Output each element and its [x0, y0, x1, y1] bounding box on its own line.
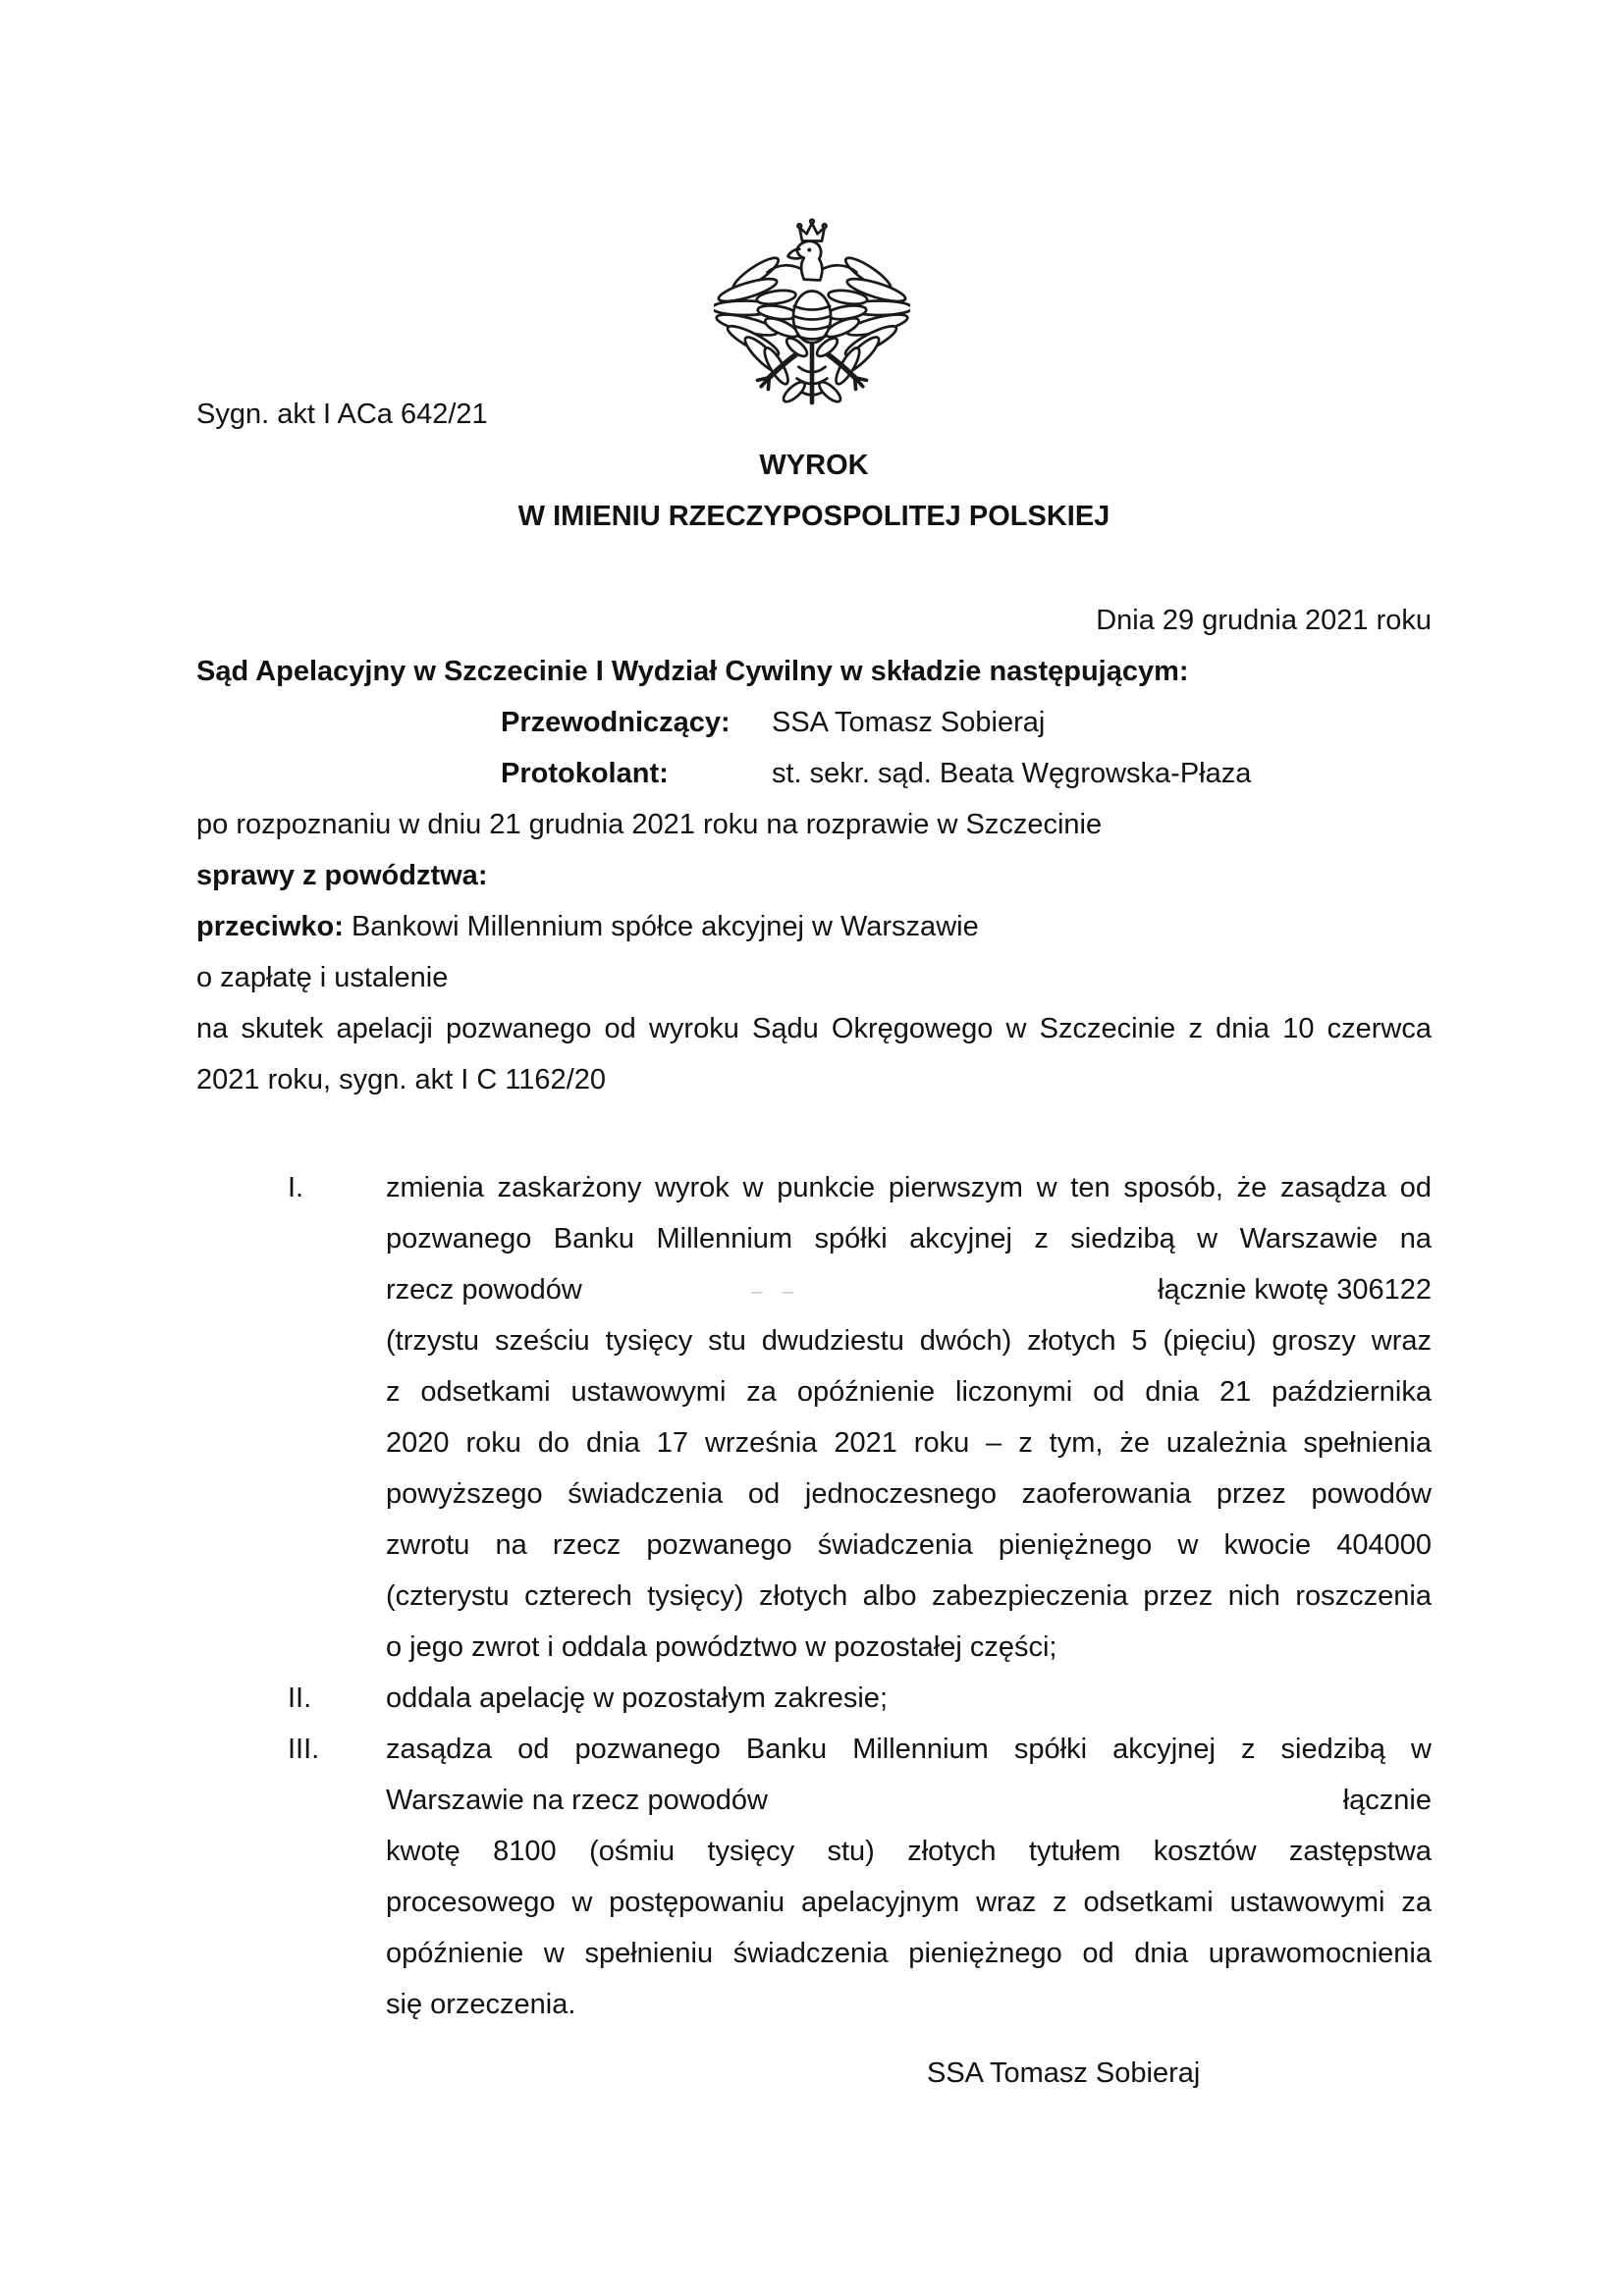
ruling-line: zmienia zaskarżony wyrok w punkcie pierwszym w ten sposób, że zasądza od [386, 1172, 1432, 1203]
presiding-label: Przewodniczący: [501, 707, 731, 738]
ruling-item-2 [196, 1673, 1432, 1724]
ruling-line-left: rzecz powodów [386, 1274, 582, 1306]
claim-origin-label: sprawy z powództwa: [196, 860, 488, 891]
case-subject: o zapłatę i ustalenie [196, 962, 449, 993]
ruling-line-right: łącznie kwotę 306122 [1158, 1274, 1432, 1306]
presiding-judge: SSA Tomasz Sobieraj [772, 707, 1046, 738]
presiding-row [196, 697, 1432, 748]
appeal-line-1: na skutek apelacji pozwanego od wyroku Sądu Okręgowego w Szczecinie z dnia 10 czerwca [196, 1013, 1432, 1044]
ruling-line: o jego zwrot i oddala powództwo w pozostałej części; [386, 1631, 1057, 1663]
item-1-number: I. [288, 1172, 304, 1203]
ruling-item-3 [196, 1724, 1432, 2030]
ruling-line: oddala apelację w pozostałym zakresie; [386, 1682, 888, 1714]
polish-eagle-emblem [714, 216, 910, 414]
item-2-number: II. [288, 1682, 312, 1714]
ruling-line: kwotę 8100 (ośmiu tysięcy stu) złotych tytułem kosztów zastępstwa [386, 1836, 1432, 1867]
ruling-line-redacted [386, 1775, 1432, 1826]
ruling-item-1 [196, 1162, 1432, 1673]
ruling-line: zasądza od pozwanego Banku Millennium spółki akcyjnej z siedzibą w [386, 1734, 1432, 1765]
judgment-title: WYROK [759, 450, 869, 481]
clerk-name: st. sekr. sąd. Beata Węgrowska-Płaza [772, 758, 1252, 789]
case-number: Sygn. akt I ACa 642/21 [196, 399, 488, 430]
appeal-line-2: 2021 roku, sygn. akt I C 1162/20 [196, 1064, 607, 1095]
document-body [196, 389, 1432, 2099]
ruling-line: powyższego świadczenia od jednoczesnego zaoferowania przez powodów [386, 1478, 1432, 1510]
ruling-line: się orzeczenia. [386, 1989, 576, 2020]
judge-signature: SSA Tomasz Sobieraj [927, 2057, 1201, 2089]
item-1-body [386, 1162, 1432, 1673]
ruling-line-left: Warszawie na rzecz powodów [386, 1785, 768, 1816]
eagle-icon [714, 216, 910, 414]
defendant-label: przeciwko: [196, 911, 344, 942]
defendant-name: Bankowi Millennium spółce akcyjnej w Warszawie [351, 911, 979, 942]
judgment-date: Dnia 29 grudnia 2021 roku [1096, 605, 1432, 636]
item-3-body [386, 1724, 1432, 2030]
ruling-line: procesowego w postępowaniu apelacyjnym wraz z odsetkami ustawowymi za [386, 1887, 1432, 1918]
ruling-line: z odsetkami ustawowymi za opóźnienie liczonymi od dnia 21 października [386, 1376, 1432, 1408]
judgment-subtitle: W IMIENIU RZECZYPOSPOLITEJ POLSKIEJ [517, 501, 1110, 532]
court-composition: Sąd Apelacyjny w Szczecinie I Wydział Cywilny w składzie następującym: [196, 656, 1189, 687]
ruling-line-redacted [386, 1264, 1432, 1315]
ruling-list [196, 1162, 1432, 2030]
ruling-line: zwrotu na rzecz pozwanego świadczenia pieniężnego w kwocie 404000 [386, 1529, 1432, 1561]
ruling-line: (trzystu sześciu tysięcy stu dwudziestu dwóch) złotych 5 (pięciu) groszy wraz [386, 1325, 1432, 1357]
clerk-row [196, 748, 1432, 799]
ruling-line: 2020 roku do dnia 17 września 2021 roku – z tym, że uzależnia spełnienia [386, 1427, 1432, 1459]
item-2-body [386, 1673, 1432, 1724]
ruling-line: opóźnienie w spełnieniu świadczenia pieniężnego od dnia uprawomocnienia [386, 1938, 1432, 1969]
item-3-number: III. [288, 1734, 320, 1765]
redaction-mark: – – [751, 1280, 801, 1303]
clerk-label: Protokolant: [501, 758, 669, 789]
ruling-line-right: łącznie [1342, 1785, 1432, 1816]
ruling-line: pozwanego Banku Millennium spółki akcyjnej z siedzibą w Warszawie na [386, 1223, 1432, 1255]
ruling-line: (czterystu czterech tysięcy) złotych albo zabezpieczenia przez nich roszczenia [386, 1580, 1432, 1612]
defendant-line [196, 901, 1432, 952]
hearing-line: po rozpoznaniu w dniu 21 grudnia 2021 roku na rozprawie w Szczecinie [196, 809, 1103, 840]
